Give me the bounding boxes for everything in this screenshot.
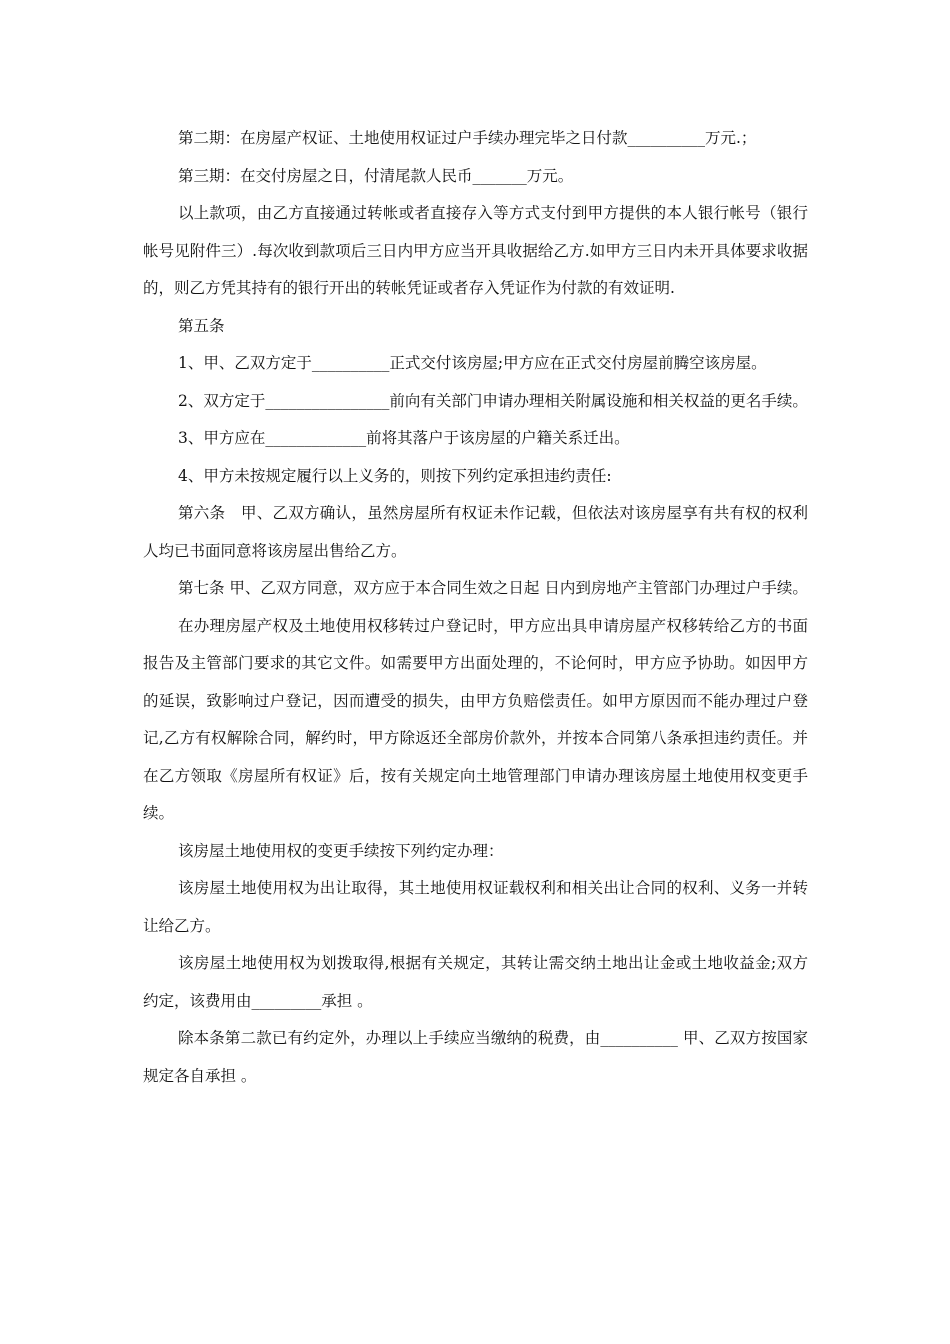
paragraph-land-use-change: 该房屋土地使用权的变更手续按下列约定办理： — [178, 841, 504, 860]
article-five-clause-3: 3、甲方应在_____________前将其落户于该房屋的户籍关系迁出。 — [178, 429, 630, 447]
article-six: 第六条 甲、乙双方确认，虽然房屋所有权证未作记载，但依法对该房屋享有共有权的权利人均已书面同意将该房屋出售给乙方。 — [143, 504, 808, 560]
article-five-clause-1: 1、甲、乙双方定于__________正式交付该房屋;甲方应在正式交付房屋前腾空该房屋。 — [178, 354, 767, 372]
article-five-heading: 第五条 — [178, 316, 225, 335]
paragraph-second-installment: 第二期：在房屋产权证、土地使用权证过户手续办理完毕之日付款__________万元.； — [178, 129, 757, 147]
article-five-clause-2: 2、双方定于________________前向有关部门申请办理相关附属设施和相关权益的更名手续。 — [178, 391, 808, 410]
document-body — [143, 120, 808, 1095]
paragraph-taxes-fees: 除本条第二款已有约定外，办理以上手续应当缴纳的税费，由__________ 甲、乙双方按国家规定各自承担 。 — [143, 1029, 808, 1085]
paragraph-payment-method: 以上款项，由乙方直接通过转帐或者直接存入等方式支付到甲方提供的本人银行帐号（银行帐号见附件三）.每次收到款项后三日内甲方应当开具收据给乙方.如甲方三日内未开具体要求收据的，则乙方凭其持有的银行开出的转帐凭证或者存入凭证作为付款的有效证明. — [143, 204, 808, 297]
article-five-clause-4: 4、甲方未按规定履行以上义务的，则按下列约定承担违约责任: — [178, 466, 612, 485]
paragraph-third-installment: 第三期：在交付房屋之日，付清尾款人民币_______万元。 — [178, 166, 574, 185]
paragraph-land-use-allocation: 该房屋土地使用权为划拨取得,根据有关规定，其转让需交纳土地出让金或土地收益金;双方约定，该费用由_________承担 。 — [143, 954, 808, 1010]
article-seven: 第七条 甲、乙双方同意，双方应于本合同生效之日起 日内到房地产主管部门办理过户手续。 — [178, 579, 808, 597]
paragraph-transfer-registration: 在办理房屋产权及土地使用权移转过户登记时，甲方应出具申请房屋产权移转给乙方的书面报告及主管部门要求的其它文件。如需要甲方出面处理的，不论何时，甲方应予协助。如因甲方的延误，致影响过户登记，因而遭受的损失，由甲方负赔偿责任。如甲方原因而不能办理过户登记,乙方有权解除合同，解约时，甲方除返还全部房价款外，并按本合同第八条承担违约责任。并在乙方领取《房屋所有权证》后，按有关规定向土地管理部门申请办理该房屋土地使用权变更手续。 — [143, 616, 808, 822]
paragraph-land-use-grant: 该房屋土地使用权为出让取得，其土地使用权证载权利和相关出让合同的权利、义务一并转让给乙方。 — [143, 879, 808, 935]
